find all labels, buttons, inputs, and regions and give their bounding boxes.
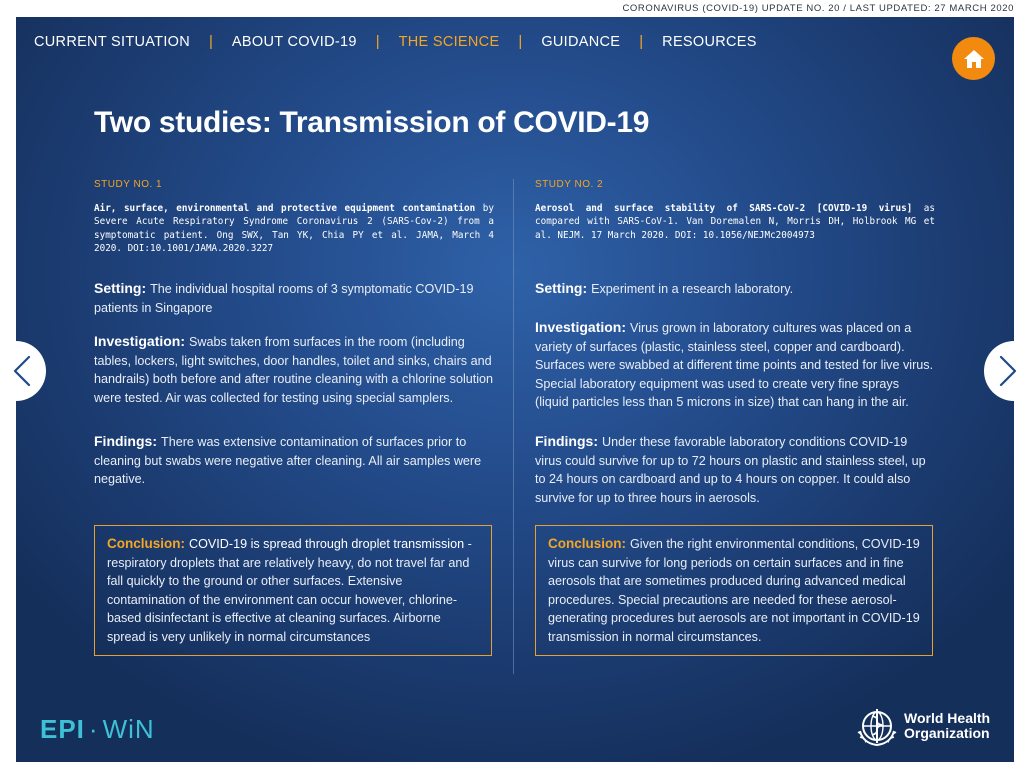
study-number: STUDY NO. 2 [535,179,604,190]
study-2-column [535,179,935,505]
who-name [904,711,990,741]
conclusion-text: Given the right environmental conditions, COVID-19 virus can survive for long periods on certain surfaces and in fine aerosols that are sometimes produced during advanced medical procedures. Special precautions are needed for these aerosol-generating procedures but aerosols are not important in COVID-19 transmission in normal circumstances. [548,537,920,644]
nav-about-covid[interactable]: ABOUT COVID-19 [231,33,357,50]
chevron-left-icon [12,355,32,387]
citation-details: by Severe Acute Respiratory Syndrome Coronavirus 2 (SARS-Cov-2) from a symptomatic patient. Ong SWX, Tan YK, Chia PY et al. JAMA, March 4 2020. DOI:10.1001/JAMA.2020.3227 [94,203,494,254]
findings-text: Under these favorable laboratory conditions COVID-19 virus could survive for up to 72 hours on plastic and stainless steel, up to 24 hours on cardboard and up to 4 hours on copper. It could also survive for up to three hours in aerosols. [535,435,926,505]
investigation-text: Swabs taken from surfaces in the room (including tables, lockers, light switches, door handles, toilet and sinks, chairs and handrails) both before and after routine cleaning with a chlorine solution were tested. Air was collected for testing using special samplers. [94,335,494,405]
nav-separator: | [375,33,380,50]
nav-resources[interactable]: RESOURCES [662,33,757,50]
investigation-section [535,318,935,412]
epi-logo-text: EPI [40,714,85,744]
who-emblem-icon [854,703,900,749]
win-logo-text: WiN [102,714,155,744]
setting-label: Setting: [94,280,147,296]
conclusion-label: Conclusion: [107,536,185,551]
setting-label: Setting: [535,280,588,296]
setting-text: Experiment in a research laboratory. [591,282,794,296]
who-name-line2: Organization [904,725,990,741]
nav-separator: | [209,33,213,50]
update-header: CORONAVIRUS (COVID-19) UPDATE NO. 20 / LAST UPDATED: 27 MARCH 2020 [0,0,1030,17]
findings-label: Findings: [94,433,157,449]
investigation-label: Investigation: [94,333,186,349]
setting-section [535,279,935,299]
investigation-label: Investigation: [535,319,627,335]
nav-the-science[interactable]: THE SCIENCE [398,33,500,50]
investigation-text: Virus grown in laboratory cultures was placed on a variety of surfaces (plastic, stainless steel, copper and cardboard). Surfaces were swabbed at different time points and tested for live virus. Special laboratory equipment was used to create very fine sprays (liquid particles less than 5 microns in size) that can hang in the air. [535,321,934,409]
conclusion-highlight: COVID-19 is spread through droplet transmission [189,537,465,551]
main-nav [34,33,757,50]
study-number: STUDY NO. 1 [94,179,163,190]
who-name-line1: World Health [904,710,991,726]
home-button[interactable] [952,37,995,80]
column-divider [513,179,514,674]
page-title: Two studies: Transmission of COVID-19 [94,106,650,139]
citation-title: Air, surface, environmental and protective equipment contamination [94,203,476,214]
epi-win-logo [40,714,155,745]
nav-separator: | [518,33,523,50]
investigation-section [94,332,494,407]
study-1-conclusion-box [94,525,492,656]
findings-section [94,432,494,489]
findings-section [535,432,935,507]
conclusion-text: - respiratory droplets that are relatively heavy, do not travel far and fall quickly to the ground or other surfaces. Extensive contamination of the environment can occur however, chlorine-based disinfectant is effective at cleaning surfaces. Airborne spread is very unlikely in normal circumstances [107,537,472,644]
citation-title: Aerosol and surface stability of SARS-CoV-2 [COVID-19 virus] [535,203,913,214]
findings-text: There was extensive contamination of surfaces prior to cleaning but swabs were negative after cleaning. All air samples were negative. [94,435,482,486]
setting-text: The individual hospital rooms of 3 symptomatic COVID-19 patients in Singapore [94,282,474,315]
home-icon [963,49,985,69]
nav-separator: | [639,33,644,50]
epi-logo-dot: · [88,714,99,744]
study-citation [535,202,935,242]
content-panel [16,17,1014,762]
setting-section [94,279,494,317]
study-citation [94,202,494,255]
who-logo [854,703,990,749]
nav-guidance[interactable]: GUIDANCE [541,33,621,50]
citation-details: as compared with SARS-CoV-1. Van Doremalen N, Morris DH, Holbrook MG et al. NEJM. 17 March 2020. DOI: 10.1056/NEJMc2004973 [535,203,935,241]
study-2-conclusion-box [535,525,933,656]
chevron-right-icon [998,355,1018,387]
study-1-column [94,179,494,486]
findings-label: Findings: [535,433,598,449]
nav-current-situation[interactable]: CURRENT SITUATION [34,33,191,50]
conclusion-label: Conclusion: [548,536,626,551]
